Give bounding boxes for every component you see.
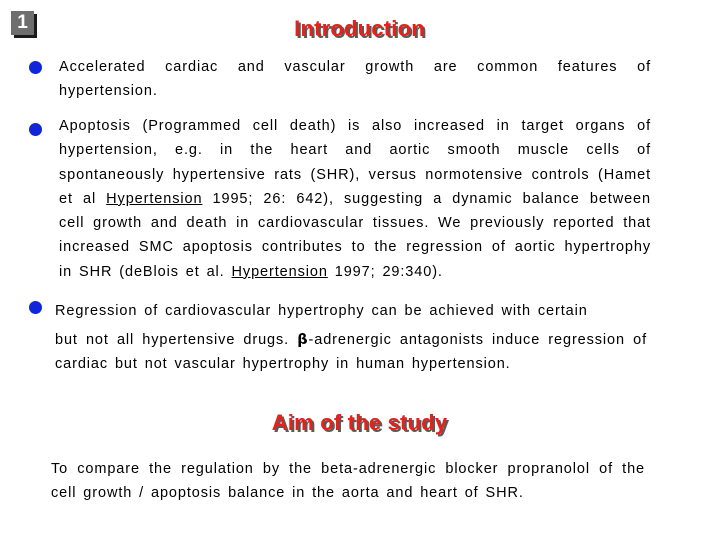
- introduction-title: Introduction: [294, 16, 425, 41]
- slide-number: 1: [11, 11, 34, 35]
- journal-citation: Hypertension: [231, 263, 328, 280]
- paragraph-3-text-b: -adrenergic antagonists induce regression of cardiac but not vascular hypertrophy in human hypertension.: [55, 332, 647, 373]
- paragraph-3-body: [55, 328, 647, 377]
- aim-title: Aim of the study: [271, 410, 448, 435]
- paragraph-2-text-b: 1995; 26: 642), suggesting a dynamic balance between cell growth and death in cardiovascular tissues. We previously reported that increased SMC apoptosis contributes to the regression of aortic hypertrophy in SHR (deBlois et al.: [59, 190, 651, 280]
- paragraph-3-line-1-text: Regression of cardiovascular hypertrophy can be achieved with certain: [55, 303, 588, 319]
- beta-symbol: β: [297, 332, 309, 348]
- paragraph-2-text-c: 1997; 29:340).: [327, 263, 443, 280]
- paragraph-2: [59, 114, 651, 284]
- journal-citation: Hypertension: [106, 190, 203, 207]
- paragraph-1: [59, 55, 651, 104]
- bullet-icon: [29, 61, 42, 74]
- aim-text-body: To compare the regulation by the beta-adrenergic blocker propranolol of the cell growth / apoptosis balance in the aorta and heart of SHR.: [51, 461, 645, 502]
- paragraph-3-line-1: [55, 299, 647, 323]
- bullet-icon: [29, 123, 42, 136]
- bullet-icon: [29, 301, 42, 314]
- paragraph-1-text: Accelerated cardiac and vascular growth are common features of hypertension.: [59, 59, 651, 100]
- paragraph-3-text-a: but not all hypertensive drugs.: [55, 332, 298, 348]
- aim-text: [51, 457, 645, 506]
- paragraph-2-text-a: Apoptosis (Programmed cell death) is also increased in target organs of hypertension, e.g. in the heart and aortic smooth muscle cells of spontaneously hypertensive rats (SHR), versus normotensive controls (Hamet et al: [59, 118, 651, 207]
